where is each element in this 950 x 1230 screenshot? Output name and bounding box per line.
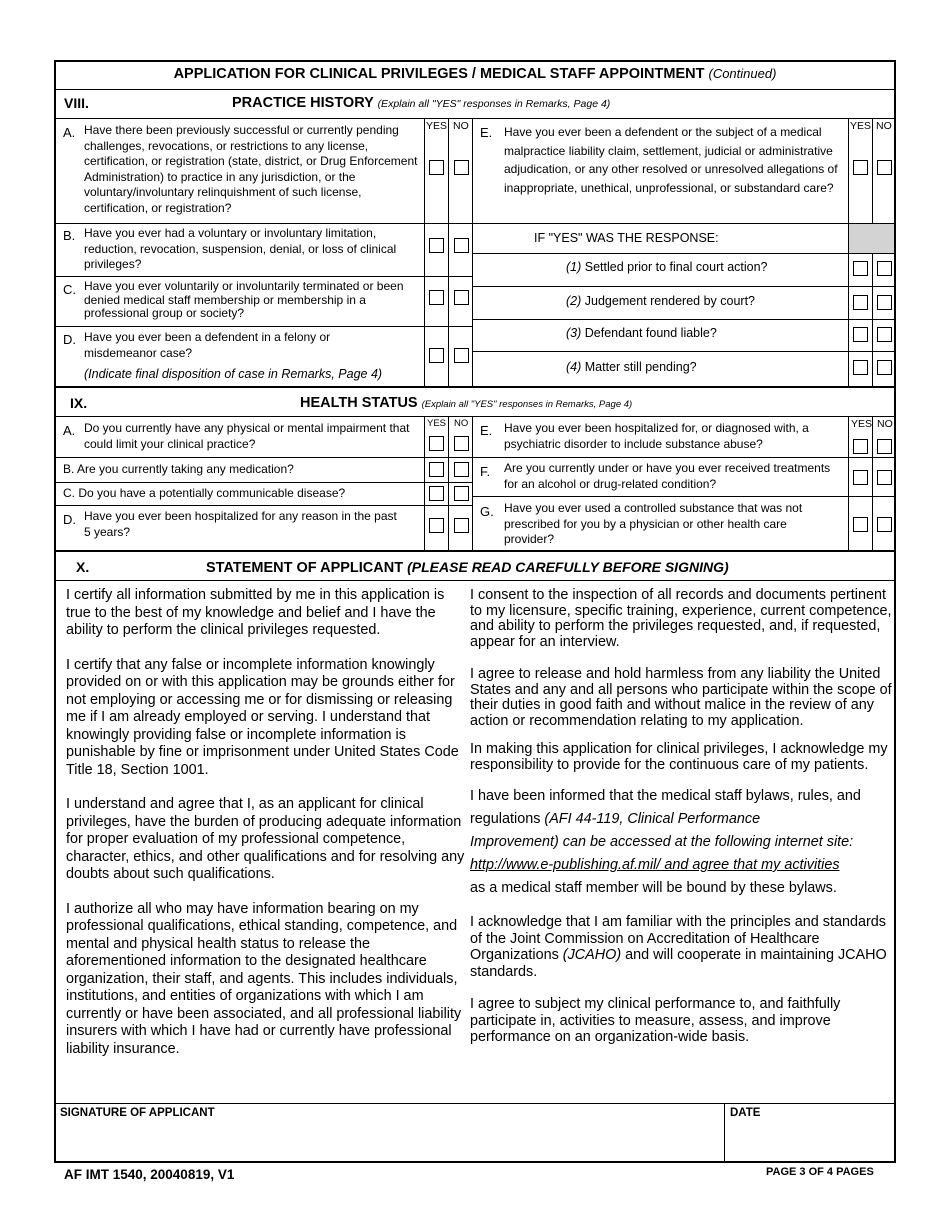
bylaws-line: as a medical staff member will be bound by these bylaws. (470, 880, 837, 896)
checkbox-yes[interactable] (429, 436, 444, 451)
divider (56, 326, 472, 327)
section8-note: (Explain all "YES" responses in Remarks, Page 4) (377, 98, 611, 110)
checkbox-no[interactable] (454, 436, 469, 451)
form-title-suffix: (Continued) (708, 66, 777, 81)
page-number: PAGE 3 OF 4 PAGES (766, 1166, 874, 1178)
sub-question-2 (566, 294, 755, 308)
divider (472, 223, 894, 224)
checkbox-no[interactable] (877, 360, 892, 375)
sub-question-num: (2) (566, 294, 582, 308)
question-letter: E. (480, 125, 493, 140)
question-letter: B. (63, 228, 76, 243)
divider (848, 416, 849, 550)
checkbox-yes[interactable] (853, 517, 868, 532)
bylaws-afi-reference: (AFI 44-119, Clinical Performance (544, 811, 761, 827)
divider (724, 1103, 725, 1163)
health-question-b (63, 462, 294, 478)
checkbox-no[interactable] (877, 327, 892, 342)
date-label: DATE (730, 1107, 761, 1119)
divider (56, 580, 894, 581)
divider (424, 118, 425, 386)
signature-field[interactable] (58, 1122, 722, 1160)
sub-question-num: (3) (566, 326, 582, 340)
bylaws-line (470, 808, 892, 831)
health-question-b-text: Are you currently taking any medication? (77, 462, 294, 476)
question-letter: A. (63, 423, 76, 438)
divider (56, 505, 472, 506)
form-title-text: APPLICATION FOR CLINICAL PRIVILEGES / MEDICAL STAFF APPOINTMENT (173, 66, 705, 82)
bylaws-line: Improvement) can be accessed at the following internet site: (470, 834, 854, 850)
statement-paragraph: I agree to subject my clinical performance to, and faithfully participate in, activities to measure, assess, and improve performance on an organization-wide basis. (470, 996, 841, 1045)
section10-number: X. (76, 559, 90, 575)
no-label: NO (453, 120, 469, 132)
question-d-text: Have you ever been a defendent in a felony or misdemeanor case? (84, 330, 331, 360)
checkbox-yes[interactable] (853, 470, 868, 485)
section8-number: VIII. (64, 95, 89, 111)
checkbox-no[interactable] (454, 486, 469, 501)
section10-heading (206, 559, 729, 576)
section9-title: HEALTH STATUS (300, 395, 418, 411)
checkbox-yes[interactable] (853, 160, 868, 175)
health-question-a-text: Do you currently have any physical or mental impairment that could limit your clinical practice? (84, 421, 410, 451)
if-yes-label: IF "YES" WAS THE RESPONSE: (534, 231, 719, 245)
checkbox-yes[interactable] (853, 261, 868, 276)
question-letter: E. (480, 423, 493, 438)
sub-question-text: Defendant found liable? (584, 326, 717, 340)
divider (472, 496, 894, 497)
health-question-g-text: Have you ever used a controlled substance that was not prescribed for you by a physician or other health care provider? (504, 501, 803, 546)
divider (448, 416, 449, 550)
bylaws-text: regulations (470, 811, 541, 827)
checkbox-yes[interactable] (429, 518, 444, 533)
checkbox-yes[interactable] (429, 290, 444, 305)
checkbox-no[interactable] (454, 348, 469, 363)
divider (56, 416, 894, 417)
checkbox-no[interactable] (877, 517, 892, 532)
divider (472, 351, 894, 352)
question-letter: B. (63, 462, 75, 476)
health-question-c (63, 486, 345, 502)
divider (472, 286, 894, 287)
question-letter: D. (63, 332, 76, 347)
statement-paragraph: I authorize all who may have information bearing on my professional qualifications, ethical standing, competence, and mental and physical health status to release the aforementioned information to the designated healthcare organization, their staff, and agents. This includes individuals, institutions, and entities of organizations with which I am currently or have been associated, and all professional liability insurers with which I have had or currently have professional liability insurance. (66, 900, 462, 1057)
health-question-c-text: Do you have a potentially communicable disease? (78, 486, 346, 500)
checkbox-yes[interactable] (429, 348, 444, 363)
jcaho-text: and will cooperate in maintaining JCAHO standards. (470, 947, 887, 980)
statement-paragraph-jcaho (470, 914, 892, 980)
divider (56, 223, 472, 224)
checkbox-no[interactable] (877, 470, 892, 485)
checkbox-yes[interactable] (429, 486, 444, 501)
section10-title-note: (PLEASE READ CAREFULLY BEFORE SIGNING) (407, 559, 729, 575)
form-page (54, 60, 896, 1163)
question-c-text: Have you ever voluntarily or involuntarily terminated or been denied medical staff membership or membership in a professional group or society? (84, 279, 404, 320)
question-letter: D. (63, 512, 76, 527)
section9-note: (Explain all "YES" responses in Remarks, Page 4) (421, 399, 633, 410)
jcaho-abbrev: (JCAHO) (562, 947, 622, 963)
question-d-note: (Indicate final disposition of case in Remarks, Page 4) (84, 367, 383, 381)
yes-label: YES (851, 418, 873, 430)
sub-question-text: Matter still pending? (584, 360, 697, 374)
shaded-cell (849, 224, 894, 253)
checkbox-no[interactable] (877, 439, 892, 454)
checkbox-no[interactable] (877, 261, 892, 276)
checkbox-yes[interactable] (429, 238, 444, 253)
statement-paragraph: I agree to release and hold harmless from any liability the United States and any and all persons who participate within the scope of their duties in good faith and without malice in the review of any action or recommendation relating to my application. (470, 666, 892, 729)
divider (56, 482, 472, 483)
checkbox-yes[interactable] (429, 160, 444, 175)
sub-question-4 (566, 360, 697, 374)
divider (56, 1103, 894, 1104)
statement-paragraph: In making this application for clinical privileges, I acknowledge my responsibility to provide for the continuous care of my patients. (470, 741, 888, 773)
divider (448, 118, 449, 386)
sub-question-num: (4) (566, 360, 582, 374)
no-label: NO (876, 120, 892, 132)
checkbox-yes[interactable] (853, 360, 868, 375)
checkbox-yes[interactable] (429, 462, 444, 477)
yes-label: YES (427, 418, 447, 429)
bylaws-website-link[interactable]: http://www.e-publishing.af.mil/ and agree that my activities (470, 857, 840, 873)
statement-paragraph: I understand and agree that I, as an applicant for clinical privileges, have the burden of producing adequate information for proper evaluation of my professional competence, character, ethics, and other qualifications and for resolving any doubts about such qualifications. (66, 796, 465, 882)
divider (472, 319, 894, 320)
section8-title: PRACTICE HISTORY (232, 95, 374, 111)
checkbox-no[interactable] (877, 160, 892, 175)
divider (472, 118, 473, 386)
checkbox-yes[interactable] (853, 295, 868, 310)
divider (472, 457, 894, 458)
question-letter: C. (63, 282, 76, 297)
no-label: NO (877, 418, 893, 430)
divider (56, 118, 894, 119)
checkbox-no[interactable] (454, 238, 469, 253)
sub-question-num: (1) (566, 260, 582, 274)
checkbox-no[interactable] (454, 160, 469, 175)
question-letter: F. (480, 464, 491, 479)
divider (56, 457, 472, 458)
checkbox-no[interactable] (454, 518, 469, 533)
section10-title: STATEMENT OF APPLICANT (206, 560, 404, 576)
question-letter: A. (63, 125, 76, 140)
health-question-f-text: Are you currently under or have you ever received treatments for an alcohol or drug-related condition? (504, 461, 831, 491)
sub-question-text: Settled prior to final court action? (584, 260, 768, 274)
checkbox-yes[interactable] (853, 327, 868, 342)
health-question-d-text: Have you ever been hospitalized for any reason in the past 5 years? (84, 509, 397, 539)
statement-paragraph-bylaws (470, 785, 892, 900)
checkbox-no[interactable] (454, 290, 469, 305)
sub-question-text: Judgement rendered by court? (584, 294, 756, 308)
section8-heading (232, 95, 610, 111)
statement-paragraph: I certify all information submitted by me in this application is true to the best of my knowledge and belief and I have the ability to perform the clinical privileges requested. (66, 587, 445, 638)
question-letter: C. (63, 486, 75, 500)
no-label: NO (454, 418, 469, 429)
date-field[interactable] (726, 1122, 890, 1160)
statement-paragraph: I certify that any false or incomplete information knowingly provided on or with this application may be grounds either for not employing or accessing me or for dismissing or releasing me if I am already employed or serving. I understand that knowingly providing false or incomplete information is punishable by fine or imprisonment under United States Code Title 18, Section 1001. (66, 656, 459, 778)
yes-label: YES (850, 120, 872, 132)
divider (872, 416, 873, 550)
section9-heading (300, 395, 632, 411)
statement-paragraph: I consent to the inspection of all records and documents pertinent to my licensure, specific training, experience, current competence, and ability to perform the privileges requested, and, if requested, appear for an interview. (470, 587, 892, 650)
divider (56, 276, 472, 277)
divider (56, 386, 894, 388)
divider (424, 416, 425, 550)
sub-question-3 (566, 326, 717, 340)
section9-number: IX. (70, 395, 88, 411)
divider (472, 416, 473, 550)
checkbox-no[interactable] (454, 462, 469, 477)
statement-left-column (66, 587, 468, 1058)
form-title (56, 66, 894, 82)
checkbox-yes[interactable] (853, 439, 868, 454)
divider (56, 550, 894, 552)
health-question-e-text: Have you ever been hospitalized for, or diagnosed with, a psychiatric disorder to include substance abuse? (504, 421, 809, 451)
statement-right-column (470, 588, 892, 1046)
question-letter: G. (480, 504, 494, 519)
divider (472, 253, 894, 254)
question-b-text: Have you ever had a voluntary or involuntary limitation, reduction, revocation, suspension, denial, or loss of clinical privileges? (84, 226, 397, 271)
question-e-text: Have you ever been a defendent or the subject of a medical malpractice liability claim, settlement, judicial or administrative adjudication, or any other resolved or unresolved allegations of inappropriate, unethical, unprofessional, or substandard care? (504, 125, 838, 195)
sub-question-1 (566, 260, 768, 274)
jcaho-text: I acknowledge that I am familiar with the principles and standards of the Joint Commission on Accreditation of Healthcare Organizations (470, 914, 886, 963)
checkbox-no[interactable] (877, 295, 892, 310)
bylaws-line: I have been informed that the medical staff bylaws, rules, and (470, 788, 861, 804)
question-a-text: Have there been previously successful or currently pending challenges, revocations, or restrictions to any license, certification, or registration (state, district, or Drug Enforcement Administration) to practice in any jurisdiction, or the voluntary/involuntary relinquishment of such license, certification, or registration? (84, 123, 418, 215)
signature-label: SIGNATURE OF APPLICANT (60, 1107, 215, 1119)
form-id: AF IMT 1540, 20040819, V1 (64, 1167, 235, 1182)
divider (56, 89, 894, 90)
yes-label: YES (426, 120, 448, 132)
